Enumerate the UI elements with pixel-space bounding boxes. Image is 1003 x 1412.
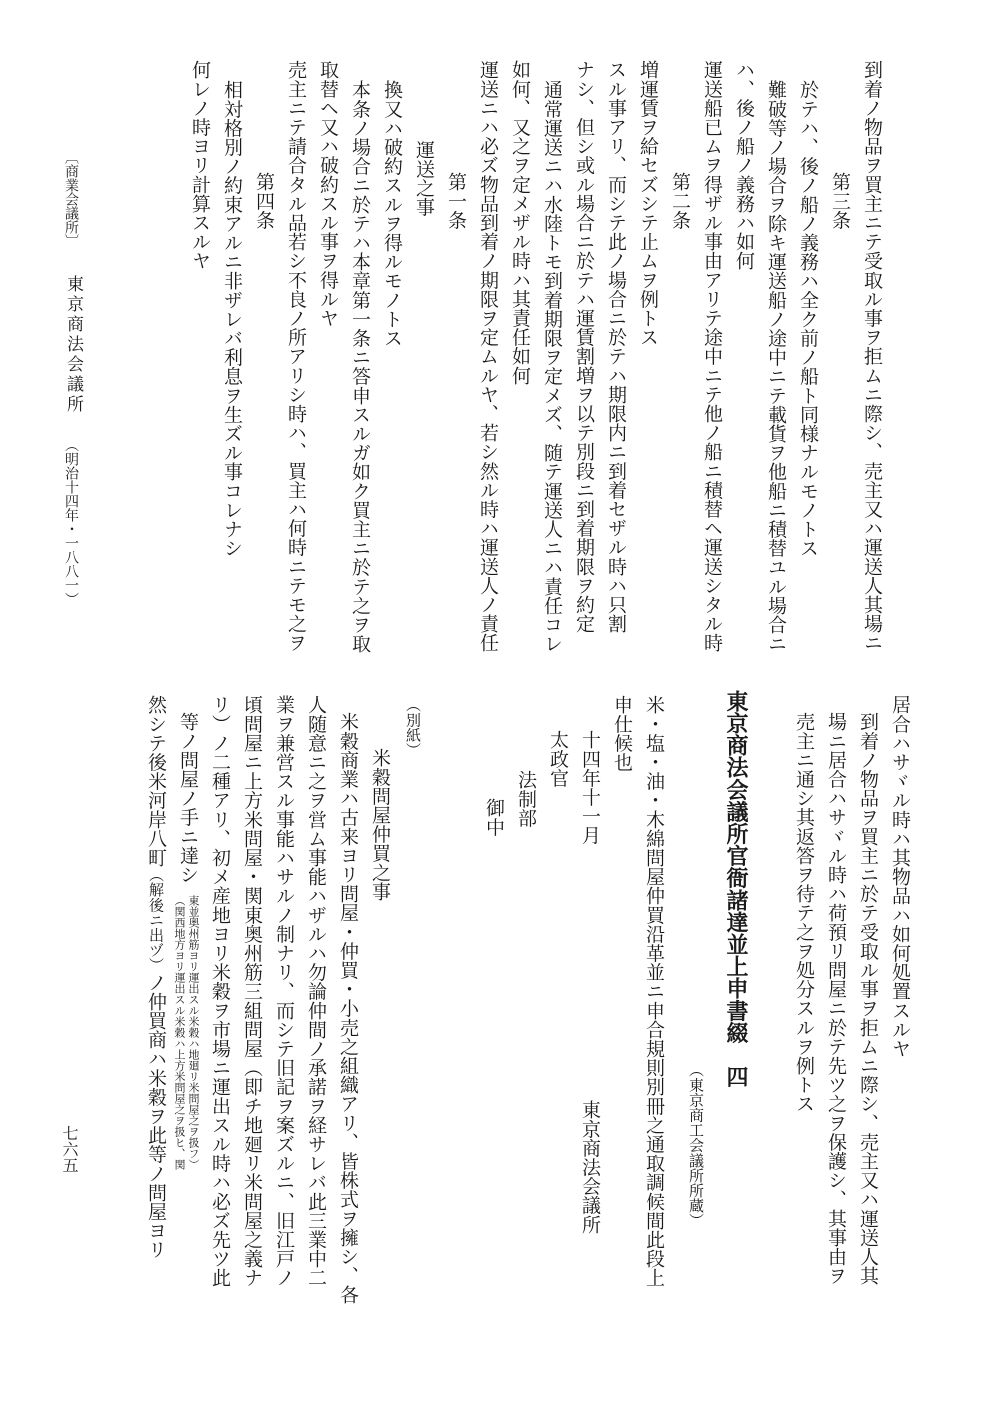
header-era: （明治十四年・一八八一） <box>63 438 79 606</box>
text-line: 人随意ニ之ヲ営ム事能ハザルハ勿論仲間ノ承諾ヲ経サレバ此三業中二 <box>305 695 327 1288</box>
article-heading: 第一条 <box>445 172 467 230</box>
text-line: 申仕候也 <box>611 695 633 772</box>
sender-line: 東京商法会議所 <box>579 1100 601 1234</box>
text-line: 売主ニ通シ其返答ヲ待テ之ヲ処分スルヲ例トス <box>793 712 815 1114</box>
text-line: 居合ハサヾル時ハ其物品ハ如何処置スルヤ <box>889 695 911 1058</box>
text-line: 米・塩・油・木綿問屋仲買沿革並ニ申合規則別冊之通取調候間此段上 <box>643 695 665 1288</box>
addressee: 太政官 <box>547 730 569 788</box>
text-line: 売主ニテ請合タル品若シ不良ノ所アリシ時ハ、買主ハ何時ニテモ之ヲ <box>285 60 307 653</box>
text-line: 通常運送ニハ水陸トモ到着期限ヲ定メズ、随テ運送人ニハ責任コレ <box>541 80 563 653</box>
header-source-label: 〔商業会議所〕 <box>63 150 79 248</box>
inline-note: （関西地方ヨリ運出スル米穀ハ上方米問屋之ヲ扱ヒ、関 <box>173 895 186 1170</box>
annex-label: （別紙） <box>404 697 422 758</box>
article-heading: 第三条 <box>829 172 851 230</box>
article-heading: 第二条 <box>669 172 691 230</box>
annex-title: 米穀問屋仲買之事 <box>369 748 391 901</box>
text-fragment: 頃問屋ニ上方米問屋・関東奥州筋三組問屋 <box>241 695 263 1058</box>
text-line: 何レノ時ヨリ計算スルヤ <box>189 60 211 271</box>
text-line: 本条ノ場合ニ於テハ本章第一条ニ答申スルガ如ク買主ニ於テ之ヲ取 <box>349 80 371 653</box>
text-line: 業ヲ兼営スル事能ハサルノ制ナリ、而シテ旧記ヲ案ズルニ、旧江戸ノ <box>273 695 295 1288</box>
text-fragment: 然シテ後米河岸八町 <box>145 695 167 867</box>
inline-note: 東並奥州筋ヨリ運出スル米穀ハ地廻リ米問屋之ヲ扱フ） <box>187 895 200 1170</box>
text-line <box>242 695 261 1287</box>
text-line: 到着ノ物品ヲ買主ニ於テ受取ル事ヲ拒ムニ際シ、売主又ハ運送人其 <box>857 712 879 1285</box>
text-line: 米穀商業ハ古来ヨリ問屋・仲買・小売之組織アリ、皆株式ヲ擁シ、各 <box>337 712 359 1305</box>
document-title: 東京商法会議所官衙諸達並上申書綴 四 <box>723 690 749 1088</box>
text-line: 到着ノ物品ヲ買主ニテ受取ル事ヲ拒ムニ際シ、売主又ハ運送人其場ニ <box>861 60 883 653</box>
text-line <box>146 695 165 1259</box>
text-line: ナシ、但シ或ル場合ニ於テハ運賃割増ヲ以テ別段ニ到着期限ヲ約定 <box>573 60 595 633</box>
article-heading: 第四条 <box>253 172 275 230</box>
text-line: リ）ノ二種アリ、初メ産地ヨリ米穀ヲ市場ニ運出スル時ハ必ズ先ツ此 <box>209 695 231 1288</box>
title-source: （東京商工会議所所蔵） <box>687 1062 705 1229</box>
text-line: 運送ニハ必ズ物品到着ノ期限ヲ定ムルヤ、若シ然ル時ハ運送人ノ責任 <box>477 60 499 653</box>
text-line: 於テハ、後ノ船ノ義務ハ全ク前ノ船ト同様ナルモノトス <box>797 80 819 558</box>
text-fragment: ノ仲買商ハ米穀ヲ此等ノ問屋ヨリ <box>145 972 167 1260</box>
text-line: ハ、後ノ船ノ義務ハ如何 <box>733 60 755 271</box>
addressee-dept: 法制部 <box>515 770 537 828</box>
text-line: 等ノ問屋ノ手ニ達シ <box>177 712 199 884</box>
header-org-name: 東京商法会議所 <box>63 275 83 415</box>
text-line: 難破等ノ場合ヲ除キ運送船ノ途中ニテ載貨ヲ他船ニ積替ユル場合ニ <box>765 80 787 653</box>
text-line: 増運賃ヲ給セズシテ止ムヲ例トス <box>637 60 659 347</box>
parenthetical: （即チ地廻リ米問屋之義ナ <box>241 1057 263 1288</box>
text-line: 如何、又之ヲ定メザル時ハ其責任如何 <box>509 60 531 385</box>
parenthetical: （解後ニ出ヅ） <box>147 866 165 973</box>
addressee-honorific: 御中 <box>483 798 505 837</box>
text-line: 運送船已ムヲ得ザル事由アリテ途中ニテ他ノ船ニ積替ヘ運送シタル時 <box>701 60 723 653</box>
text-line: スル事アリ、而シテ此ノ場合ニ於テハ期限内ニ到着セザル時ハ只割 <box>605 60 627 633</box>
text-line: 相対格別ノ約束アルニ非ザレバ利息ヲ生ズル事コレナシ <box>221 80 243 558</box>
section-heading: 運送之事 <box>413 140 435 217</box>
text-line: 場ニ居合ハサヾル時ハ荷預リ問屋ニ於テ先ツ之ヲ保護シ、其事由ヲ <box>825 712 847 1285</box>
date-line: 十四年十一月 <box>579 730 601 845</box>
text-line: 換又ハ破約スルヲ得ルモノトス <box>381 80 403 348</box>
page-number: 七六五 <box>60 1125 79 1173</box>
text-line: 取替ヘ又ハ破約スル事ヲ得ルヤ <box>317 60 339 328</box>
